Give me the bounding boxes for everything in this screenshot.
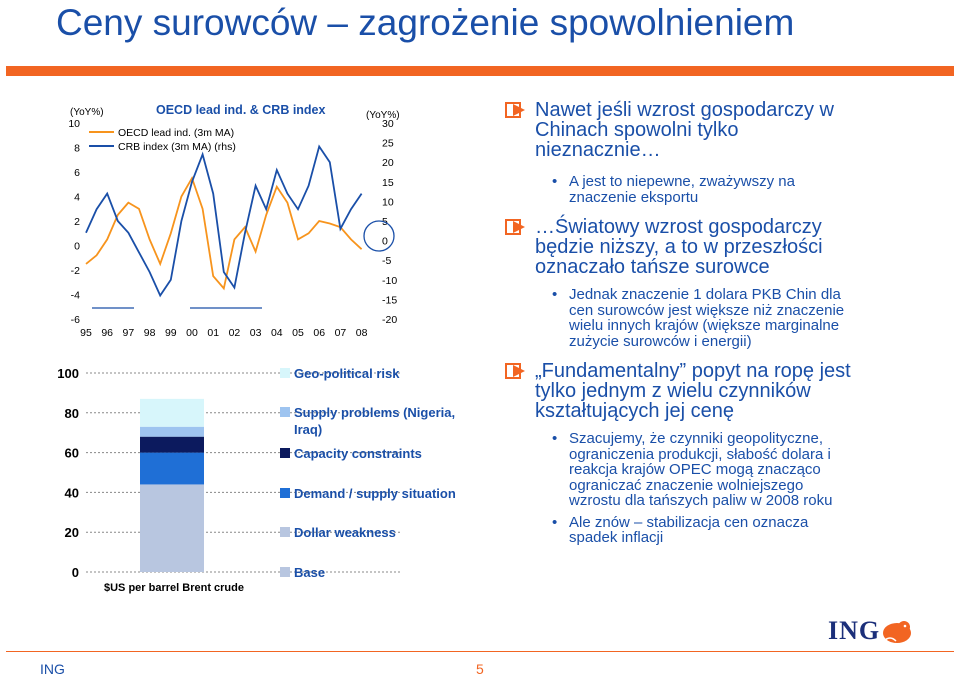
ing-logo [828,616,914,646]
bullet-level2-line: cen surowców jest większe niż znaczenie [569,301,845,319]
left-tick-label: 0 [74,240,80,253]
bar-segment-4 [140,427,204,437]
legend-swatch [280,407,290,417]
bullet-level1-line: „Fundamentalny” popyt na ropę jest [535,360,851,382]
legend-label: OECD lead ind. (3m MA) [118,127,235,139]
legend-label: Capacity constraints [294,446,422,461]
x-tick-label: 99 [164,327,177,339]
left-tick-label: 6 [74,167,80,179]
x-tick-label: 02 [228,327,241,339]
legend-label: CRB index (3m MA) (rhs) [118,141,236,153]
bullet-level1-line: Chinach spowolni tylko [535,119,739,141]
right-tick-label: -10 [382,274,398,287]
line-chart-title: OECD lead ind. & CRB index [156,103,326,117]
y-tick-label: 20 [64,525,79,541]
arrow-bullet-icon [505,363,527,379]
right-tick-label: 20 [382,157,394,170]
bullet-level2-line: Jednak znaczenie 1 dolara PKB Chin dla [569,286,841,303]
y-tick-label: 0 [71,565,79,580]
arrow-bullet-icon [505,219,527,235]
bullet-dot-icon: • [552,173,558,190]
right-tick-label: -5 [382,255,392,268]
x-tick-label: 95 [80,327,92,339]
brent-stacked-bar-chart [57,366,456,594]
footer-label: ING [40,661,65,677]
bullet-level2 [505,174,925,205]
legend-label: Iraq) [294,422,323,437]
highlight-circle [364,221,394,251]
lion-icon [880,617,914,645]
left-tick-label: 10 [68,118,80,130]
right-tick-label: 10 [382,196,394,209]
page-number: 5 [476,661,484,677]
right-tick-label: -20 [382,314,398,326]
left-axis-unit: (YoY%) [70,107,104,118]
bullet-level2-line: spadek inflacji [569,529,664,546]
left-tick-label: -2 [70,265,80,277]
bullet-dot-icon: • [552,430,558,447]
right-tick-label: 30 [382,118,394,130]
bullet-level2-line: wzrostu dla tańszych paliw w 2008 roku [569,492,833,509]
x-tick-label: 05 [292,327,304,339]
x-tick-label: 08 [355,327,368,339]
legend-label: Dollar weakness [294,525,396,540]
x-tick-label: 00 [186,327,198,339]
legend-label: Supply problems (Nigeria, [294,405,456,420]
bullet-level2 [505,515,925,546]
bar-segment-3 [140,437,204,453]
right-tick-label: 15 [382,176,394,189]
bullet-level1-line: kształtujących jej cenę [535,400,734,422]
arrow-bullet-icon [505,102,527,118]
legend-swatch [280,527,290,537]
y-tick-label: 60 [64,445,79,461]
bullet-level2-line: reakcja krajów OPEC mogą znacząco [569,461,821,478]
bullet-level1-line: będzie niższy, a to w przeszłości [535,236,823,258]
bar-segment-5 [140,399,204,427]
x-tick-label: 03 [249,327,262,339]
bullet-level1-line: nieznacznie… [535,139,661,161]
bullet-level2-line: wielu innych krajów (większe marginalne [569,317,840,334]
right-tick-label: 5 [382,216,388,228]
left-tick-label: 8 [74,142,80,155]
x-tick-label: 97 [122,327,135,339]
bullet-level2-line: Ale znów – stabilizacja cen oznacza [569,513,809,531]
bullet-level2-line: A jest to niepewne, zważywszy na [569,173,795,190]
y-tick-label: 40 [64,485,79,501]
right-tick-label: -15 [382,294,398,307]
legend-label: Demand / supply situation [294,486,456,501]
bullet-list [505,100,925,546]
x-tick-label: 04 [270,327,283,339]
legend-label: Base [294,565,326,580]
bullet-level1-line: …Światowy wzrost gospodarczy [535,216,822,238]
y-tick-label: 100 [57,366,79,381]
footer-rule [6,651,954,652]
legend-label: Geo-political risk [294,366,400,381]
bullet-dot-icon: • [552,513,558,531]
header-accent-bar [6,66,954,76]
right-tick-label: 0 [382,235,388,248]
bullet-level1 [505,100,925,160]
bullet-level1 [505,361,925,421]
bar-segment-0 [140,484,204,572]
ing-logo-text: ING [828,616,881,645]
oecd-crb-line-chart [68,103,399,339]
bar-xlabel: $US per barrel Brent crude [104,582,244,594]
legend-swatch [280,488,290,498]
x-tick-label: 01 [207,327,220,339]
bullet-level1 [505,217,925,277]
right-axis-unit: (YoY%) [366,110,400,121]
legend-swatch [280,448,290,458]
bar-segment-2 [140,453,204,485]
y-tick-label: 80 [64,405,79,421]
bullet-level2-line: ograniczać znaczenie wolniejszego [569,476,804,494]
x-tick-label: 96 [101,327,114,339]
left-tick-label: 4 [74,191,80,204]
bullet-level1-line: Nawet jeśli wzrost gospodarczy w [535,99,834,121]
bullet-level2 [505,431,925,509]
left-tick-label: -4 [70,289,80,302]
left-tick-label: 2 [74,216,80,228]
right-tick-label: 25 [382,137,394,150]
x-tick-label: 98 [143,327,156,339]
legend-swatch [280,567,290,577]
bullet-level1-line: tylko jednym z wielu czynników [535,380,811,402]
legend-swatch [280,368,290,378]
x-tick-label: 07 [334,327,347,339]
charts-figure [56,96,456,608]
bullet-level2-line: Szacujemy, że czynniki geopolityczne, [569,430,824,447]
slide-title: Ceny surowców – zagrożenie spowolnieniem [56,2,795,43]
bullet-level1-line: oznaczało tańsze surowce [535,256,770,278]
bullet-level2-line: ograniczenia produkcji, słabość dolara i [569,445,831,463]
left-tick-label: -6 [70,314,80,326]
bullet-dot-icon: • [552,286,558,303]
bullet-level2-line: zużycie surowców i energii) [569,332,752,350]
bullet-level2 [505,287,925,349]
bullet-level2-line: znaczenie eksportu [569,188,699,206]
x-tick-label: 06 [313,327,326,339]
